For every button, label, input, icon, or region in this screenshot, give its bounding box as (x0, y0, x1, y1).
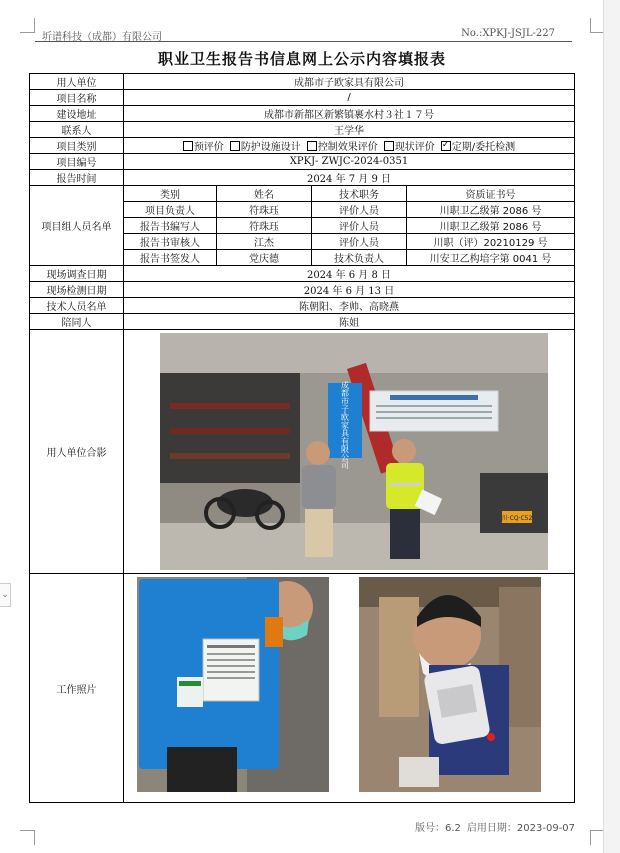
team-title: 评价人员 (312, 202, 407, 218)
group-photo-label: 用人单位合影 (30, 330, 124, 574)
category-option[interactable]: 控制效果评价 (307, 142, 378, 153)
company-header: 圻谱科技（成都）有限公司 (42, 32, 162, 43)
category-option[interactable]: ✓ 定期/委托检测 (441, 142, 515, 153)
work-photos-cell (124, 574, 575, 803)
team-name: 符珠珏 (217, 218, 312, 234)
escort-value: 陈姐 (124, 314, 575, 330)
tech-staff-value: 陈朝阳、李帅、高晓燕 (124, 298, 575, 314)
test-date-label: 现场检测日期 (30, 282, 124, 298)
team-role: 项目负责人 (124, 202, 217, 218)
noise-meter-photo (137, 577, 329, 792)
report-date-label: 报告时间 (30, 170, 124, 186)
escort-label: 陪同人 (30, 314, 124, 330)
team-header-cert: 资质证书号 (407, 186, 575, 202)
team-role: 报告书编写人 (124, 218, 217, 234)
sound-level-meter-photo (359, 577, 541, 792)
document-number: No.:XPKJ-JSJL-227 (461, 28, 555, 39)
checkbox-icon[interactable] (307, 141, 317, 151)
group-photo-cell (124, 330, 575, 574)
group-photo-image (160, 333, 548, 570)
employer-value: 成都市子欧家具有限公司 (124, 74, 575, 90)
category-options (124, 138, 575, 154)
checkbox-icon[interactable] (183, 141, 193, 151)
team-cert: 川职卫乙级第 2086 号 (407, 218, 575, 234)
team-role: 报告书审核人 (124, 234, 217, 250)
work-photos-label: 工作照片 (30, 574, 124, 803)
report-date-value: 2024 年 7 月 9 日 (124, 170, 575, 186)
team-cert: 川职卫乙级第 2086 号 (407, 202, 575, 218)
chevron-down-icon[interactable]: ⌄ (0, 583, 11, 607)
tech-staff-label: 技术人员名单 (30, 298, 124, 314)
team-label: 项目组人员名单 (30, 186, 124, 266)
project-no-value: XPKJ- ZWJC-2024-0351 (124, 154, 575, 170)
team-cert: 川职（评）20210129 号 (407, 234, 575, 250)
project-no-label: 项目编号 (30, 154, 124, 170)
category-option[interactable]: 现状评价 (384, 142, 435, 153)
team-name: 党庆德 (217, 250, 312, 266)
test-date-value: 2024 年 6 月 13 日 (124, 282, 575, 298)
team-name: 符珠珏 (217, 202, 312, 218)
crop-mark (20, 18, 35, 33)
page-title: 职业卫生报告书信息网上公示内容填报表 (157, 50, 446, 68)
crop-mark (20, 830, 35, 845)
footer-effective-date: 启用日期：2023-09-07 (466, 823, 576, 834)
footer-version: 版号：6.2 (415, 823, 461, 834)
plate-text: 川·CQ·C52 (501, 515, 533, 522)
category-label: 项目类别 (30, 138, 124, 154)
team-cert: 川安卫乙构培字第 0041 号 (407, 250, 575, 266)
footer (415, 819, 581, 834)
category-option[interactable]: 防护设施设计 (230, 142, 301, 153)
employer-label: 用人单位 (30, 74, 124, 90)
category-option[interactable]: 预评价 (183, 142, 224, 153)
company-sign-text: 成都市子欧家具有限公司 (340, 381, 350, 469)
checkbox-icon[interactable] (384, 141, 394, 151)
contact-label: 联系人 (30, 122, 124, 138)
report-form-table (29, 73, 575, 803)
survey-date-label: 现场调查日期 (30, 266, 124, 282)
project-name-label: 项目名称 (30, 90, 124, 106)
project-name-value: / (124, 90, 575, 106)
team-name: 江杰 (217, 234, 312, 250)
vertical-scrollbar[interactable] (603, 0, 620, 853)
address-label: 建设地址 (30, 106, 124, 122)
team-header-name: 姓名 (217, 186, 312, 202)
contact-value: 王学华 (124, 122, 575, 138)
team-title: 评价人员 (312, 234, 407, 250)
checkbox-icon[interactable] (230, 141, 240, 151)
team-role: 报告书签发人 (124, 250, 217, 266)
team-title: 评价人员 (312, 218, 407, 234)
team-header-role: 类别 (124, 186, 217, 202)
survey-date-value: 2024 年 6 月 8 日 (124, 266, 575, 282)
address-value: 成都市新都区新繁镇裹水村３社１７号 (124, 106, 575, 122)
team-header-title: 技术职务 (312, 186, 407, 202)
team-title: 技术负责人 (312, 250, 407, 266)
checked-checkbox-icon[interactable] (441, 141, 451, 151)
header-rule (35, 41, 572, 42)
